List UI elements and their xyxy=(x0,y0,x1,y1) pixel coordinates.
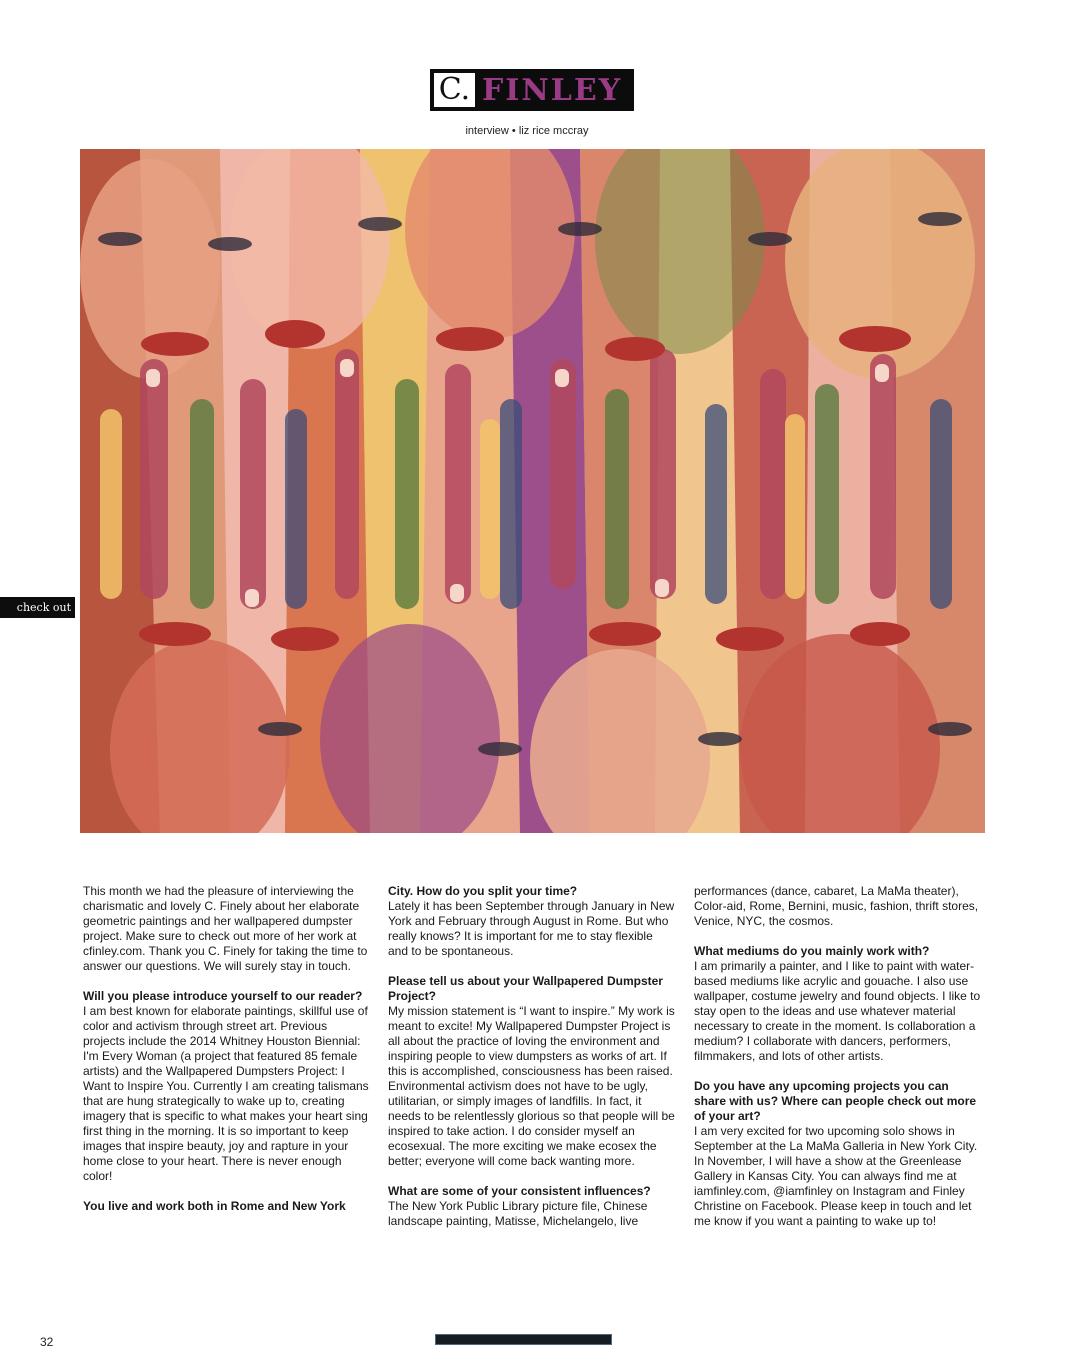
article-column-3 xyxy=(694,884,982,1244)
painting-graphic xyxy=(80,149,985,833)
magazine-logo xyxy=(430,69,634,111)
page-number: 32 xyxy=(40,1335,54,1349)
question-heading: What mediums do you mainly work with? xyxy=(694,944,930,958)
question-heading: City. How do you split your time? xyxy=(388,884,578,898)
paragraph: This month we had the pleasure of interviewing the charismatic and lovely C. Finely about her elaborate geometric paintings and her wallpapered dumpster project. Make sure to check out more of her work at cfinley.com. Thank you C. Finely for taking the time to answer our questions. We will surely stay in touch. xyxy=(83,884,368,973)
paragraph: I am best known for elaborate paintings, skillful use of color and activism through street art. Previous projects include the 2014 Whitney Houston Biennial: I'm Every Woman (a project that featured 85 female artists) and the Wallpapered Dumpsters Project: I Want to Inspire You. Currently I am creating talismans that are hung strategically to wake up to, creating imagery that is specific to what makes your heart sing first thing in the morning. It is so important to keep images that inspire beauty, joy and rapture in your home close to your heart. There is never enough color! xyxy=(83,1004,369,1183)
paragraph: I am primarily a painter, and I like to paint with water-based mediums like acrylic and gouache. I also use wallpaper, costume jewelry and found objects. I like to stay open to the ideas and use whatever material necessary to create in the moment. Is collaboration a medium? I collaborate with dancers, performers, filmmakers, and lots of other artists. xyxy=(694,959,981,1063)
logo-initial: C. xyxy=(434,73,475,107)
logo-name: FINLEY xyxy=(482,73,623,108)
paragraph: My mission statement is “I want to inspire.” My work is meant to excite! My Wallpapered Dumpster Project is all about the practice of loving the environment and inspiring people to view dumpsters as works of art. If this is accomplished, consciousness has been raised. Environmental activism does not have to be ugly, utilitarian, or simply images of landfills. In fact, it needs to be relentlessly glorious so that people will be inspired to take action. I do consider myself an ecosexual. The more exciting we make ecosex the better; everyone will come back wanting more. xyxy=(388,1004,675,1168)
paragraph: The New York Public Library picture file, Chinese landscape painting, Matisse, Michelangelo, live xyxy=(388,1199,648,1228)
article-column-2 xyxy=(388,884,676,1244)
question-heading: What are some of your consistent influences? xyxy=(388,1184,651,1198)
footer-bar xyxy=(435,1334,612,1345)
question-heading: Do you have any upcoming projects you can share with us? Where can people check out more of your art? xyxy=(694,1079,977,1123)
painting-image xyxy=(80,149,985,833)
byline: interview • liz rice mccray xyxy=(465,125,589,137)
question-heading: You live and work both in Rome and New York xyxy=(83,1199,346,1213)
paragraph: performances (dance, cabaret, La MaMa theater), Color-aid, Rome, Bernini, music, fashion, thrift stores, Venice, NYC, the cosmos. xyxy=(694,884,979,928)
check-out-tab: check out xyxy=(0,597,75,618)
question-heading: Please tell us about your Wallpapered Dumpster Project? xyxy=(388,974,663,1003)
question-heading: Will you please introduce yourself to our reader? xyxy=(83,989,363,1003)
paragraph: I am very excited for two upcoming solo shows in September at the La MaMa Galleria in New York City. In November, I will have a show at the Greenlease Gallery in Kansas City. You can always find me at iamfinley.com, @iamfinley on Instagram and Finley Christine on Facebook. Please keep in touch and let me know if you want a painting to wake up to! xyxy=(694,1124,978,1228)
paragraph: Lately it has been September through January in New York and February through August in Rome. But who really knows? It is important for me to stay flexible and to be spontaneous. xyxy=(388,899,675,958)
article-column-1 xyxy=(83,884,371,1214)
